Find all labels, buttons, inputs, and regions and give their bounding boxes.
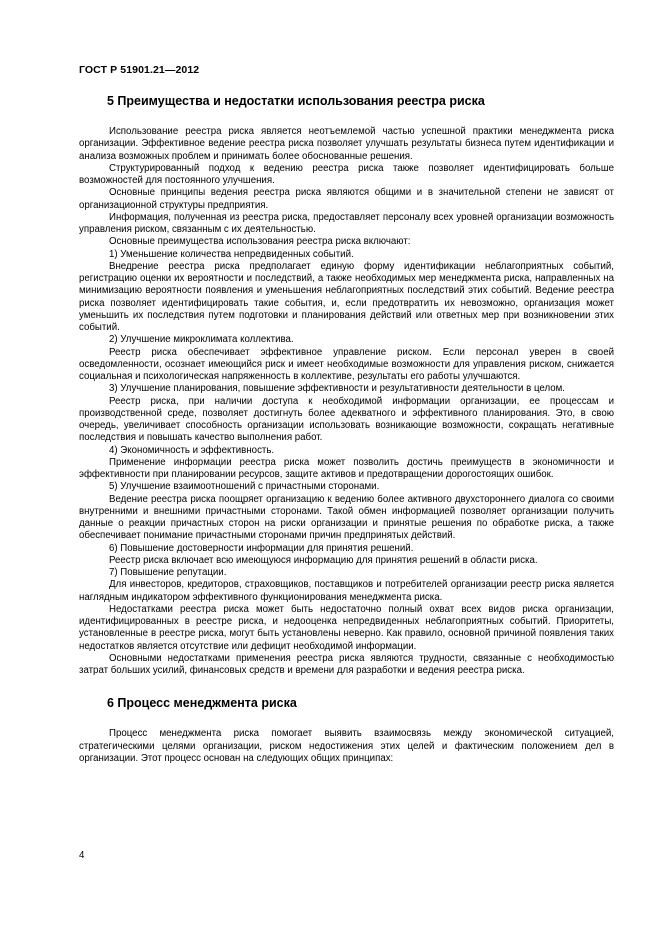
paragraph: 3) Улучшение планирования, повышение эффективности и результативности деятельности в целом.	[109, 383, 566, 395]
paragraph: Структурированный подход к ведению реестра риска также позволяет идентифицировать больше возможностей для постоянного улучшения.	[79, 162, 614, 186]
section-6-title: 6 Процесс менеджмента риска	[107, 696, 297, 711]
paragraph: 7) Повышение репутации.	[109, 567, 227, 578]
paragraph: 2) Улучшение микроклимата коллектива.	[109, 334, 294, 346]
paragraph: 1) Уменьшение количества непредвиденных событий.	[109, 248, 354, 260]
paragraph: Недостатками реестра риска может быть недостаточно полный охват всех видов риска организации, идентифицированных в реестре риска, и недооценка непредвиденных неблагоприятных событий. Приоритеты, установленные в реестре риска, могут быть установлены неверно. Как правило, основной причиной появления таких недостатков является отсутствие или дефицит необходимой информации.	[79, 603, 614, 652]
paragraph: Информация, полученная из реестра риска, предоставляет персоналу всех уровней организации возможность управления риском, связанным с их деятельностью.	[79, 211, 614, 235]
section-5-title: 5 Преимущества и недостатки использования реестра риска	[107, 94, 485, 108]
paragraph: 4) Экономичность и эффективность.	[109, 444, 275, 456]
paragraph: Ведение реестра риска поощряет организацию к ведению более активного двухстороннего диалога со своими внутренними и внешними причастными сторонами. Такой обмен информацией позволяет организации получить данные о реакции причастных сторон на риски организации и принятые решения по обработке риска, а также обеспечивает понимание причастными сторонами причин предпринятых действий.	[79, 493, 614, 542]
page-content	[79, 94, 614, 765]
paragraph: Процесс менеджмента риска помогает выявить взаимосвязь между экономической ситуацией, стратегическими целями организации, риском недостижения этих целей и фактическим положением дел в организации. Этот процесс основан на следующих общих принципах:	[79, 728, 614, 764]
paragraph: Реестр риска обеспечивает эффективное управление риском. Если персонал уверен в своей осведомленности, осознает имеющийся риск и имеет необходимые возможности для управления риском, снижается социальная и психологическая напряженность в коллективе, результаты его работы улучшаются.	[79, 346, 614, 382]
paragraph: Применение информации реестра риска может позволить достичь преимуществ в экономичности и эффективности при планировании ресурсов, защите активов и предотвращении дорогостоящих ошибок.	[79, 456, 614, 480]
paragraph: Основные преимущества использования реестра риска включают:	[109, 236, 411, 248]
section-6-body	[79, 728, 614, 765]
paragraph: Для инвесторов, кредиторов, страховщиков, поставщиков и потребителей организации реестр риска является наглядным индикатором эффективного функционирования менеджмента риска.	[79, 579, 614, 603]
paragraph: Реестр риска включает всю имеющуюся информацию для принятия решений в области риска.	[109, 554, 538, 566]
paragraph: 5) Улучшение взаимоотношений с причастными сторонами.	[109, 481, 380, 493]
paragraph: 6) Повышение достоверности информации для принятия решений.	[109, 542, 414, 554]
paragraph: Реестр риска, при наличии доступа к необходимой информации организации, ее процессам и производственной среде, позволяет достигнуть более адекватного и эффективного планирования. Это, в свою очередь, увеличивает способность организации использовать возникающие возможности, сокращать негативные последствия и повышать качество выполнения работ.	[79, 395, 614, 444]
section-5-body	[79, 126, 614, 677]
paragraph: Основными недостатками применения реестра риска являются трудности, связанные с необходимостью затрат больших усилий, финансовых средств и времени для разработки и ведения реестра риска.	[79, 652, 614, 676]
page-number: 4	[79, 850, 85, 861]
standard-header: ГОСТ Р 51901.21—2012	[79, 64, 200, 76]
paragraph: Основные принципы ведения реестра риска являются общими и в значительной степени не зависят от организационной структуры предприятия.	[79, 187, 614, 211]
paragraph: Внедрение реестра риска предполагает единую форму идентификации неблагоприятных событий, регистрацию оценки их вероятности и последствий, а также необходимых мер менеджмента риска, направленных на минимизацию вероятности появления и уменьшения неблагоприятных последствий этих событий. Ведение реестра риска позволяет идентифицировать такие события, и, если предотвратить их невозможно, организация может уменьшить их последствия путем подготовки и планирования действий или ответных мер при возникновении этих событий.	[79, 260, 614, 333]
paragraph: Использование реестра риска является неотъемлемой частью успешной практики менеджмента риска организации. Эффективное ведение реестра риска позволяет улучшать результаты бизнеса путем идентификации и анализа возможных проблем и принимать более обоснованные решения.	[79, 126, 614, 162]
